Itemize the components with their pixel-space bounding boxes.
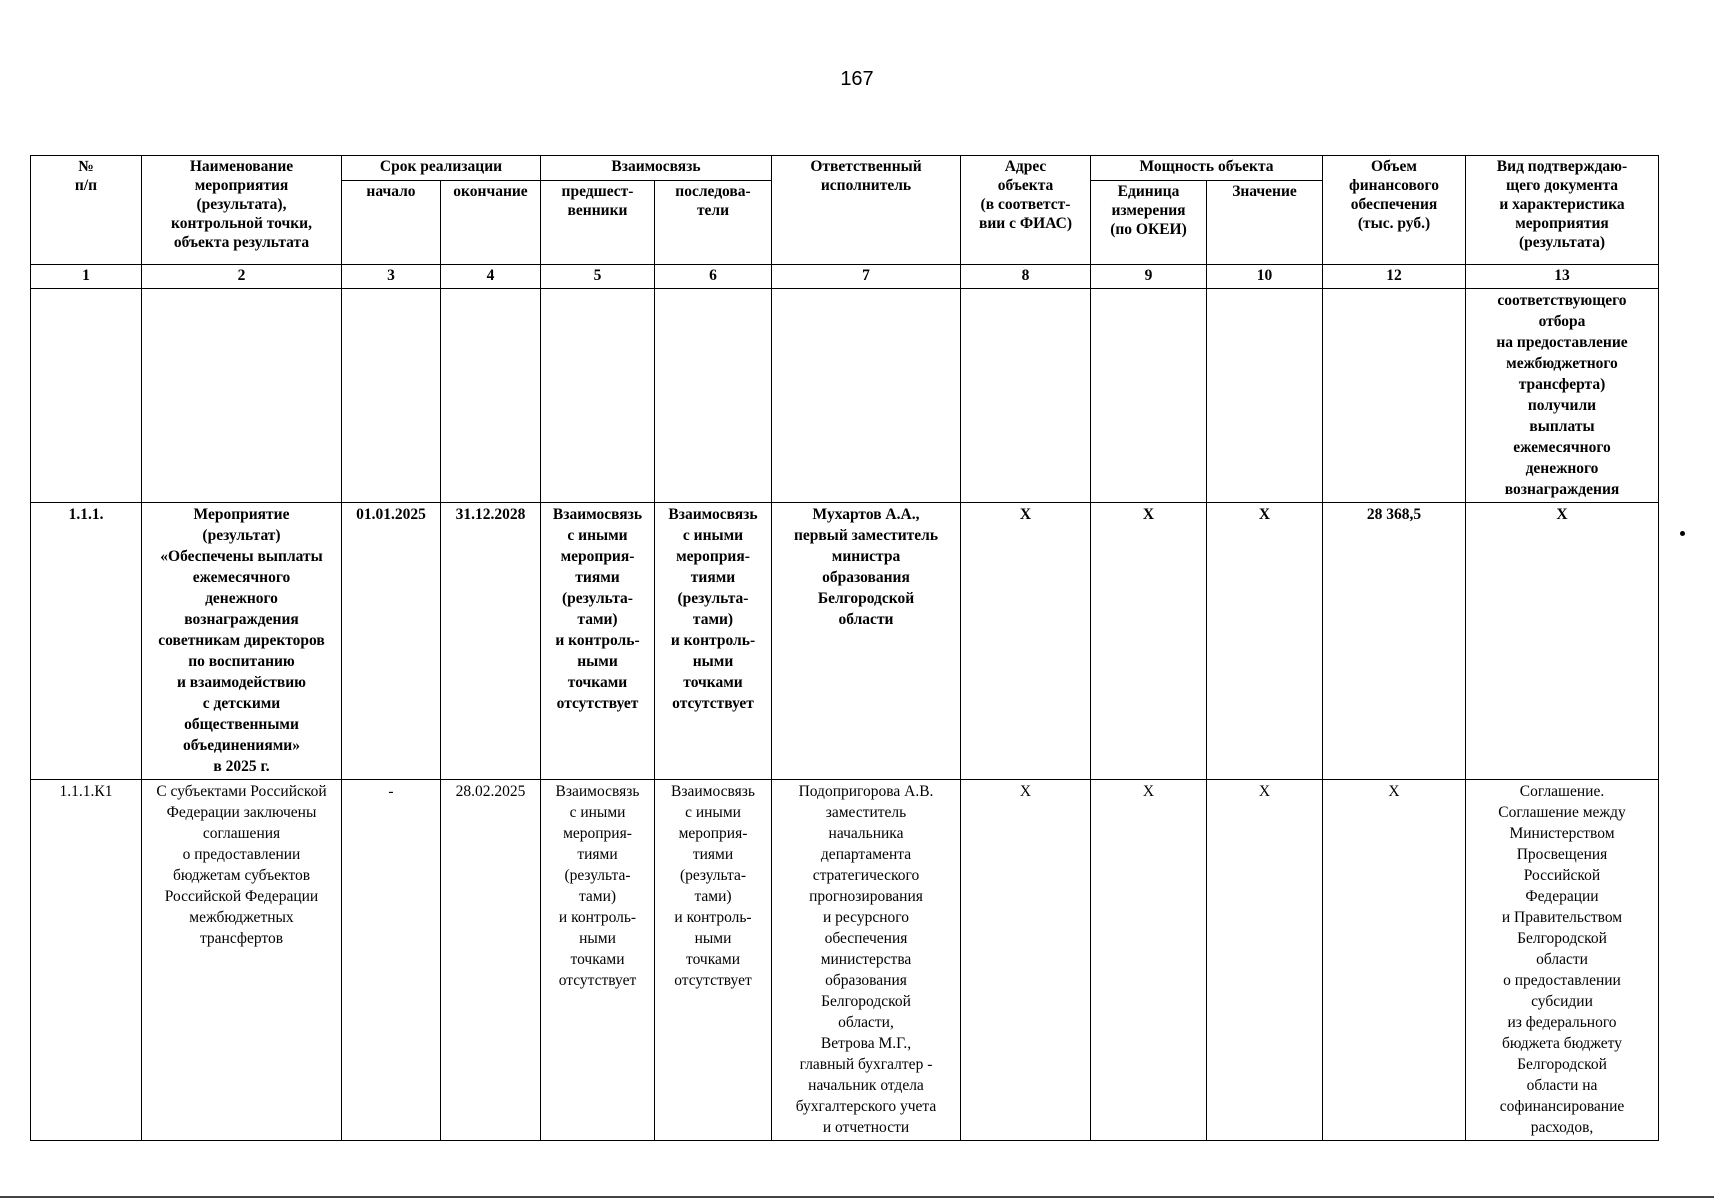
cell-finance (1323, 289, 1466, 503)
cell-finance: X (1323, 780, 1466, 1141)
cell-end: 28.02.2025 (441, 780, 541, 1141)
header-link-next: последова- тели (655, 181, 772, 265)
header-term-group: Срок реализации (342, 156, 541, 181)
header-row-group (31, 156, 1659, 181)
page-number: 167 (840, 68, 874, 90)
header-finance: Объем финансового обеспечения (тыс. руб.) (1323, 156, 1466, 265)
cell-value: X (1207, 503, 1323, 780)
column-number: 8 (961, 265, 1091, 289)
header-num: № п/п (31, 156, 142, 265)
plan-table (30, 155, 1659, 1141)
header-link-group: Взаимосвязь (541, 156, 772, 181)
cell-name: Мероприятие (результат) «Обеспечены выплаты ежемесячного денежного вознаграждения советникам директоров по воспитанию и взаимодействию с детскими общественными объединениями» в 2025 г. (142, 503, 342, 780)
cell-doc-type: X (1466, 503, 1659, 780)
column-number: 4 (441, 265, 541, 289)
cell-doc-type: соответствующего отбора на предоставление межбюджетного трансферта) получили выплаты ежемесячного денежного вознаграждения (1466, 289, 1659, 503)
cell-num (31, 289, 142, 503)
header-name: Наименование мероприятия (результата), контрольной точки, объекта результата (142, 156, 342, 265)
cell-num: 1.1.1.К1 (31, 780, 142, 1141)
bottom-scan-rule (0, 1196, 1714, 1201)
cell-executor: Мухартов А.А., первый заместитель министра образования Белгородской области (772, 503, 961, 780)
cell-prev (541, 289, 655, 503)
table-row-1-1-1 (31, 503, 1659, 780)
column-number: 13 (1466, 265, 1659, 289)
cell-value (1207, 289, 1323, 503)
cell-end (441, 289, 541, 503)
column-number: 10 (1207, 265, 1323, 289)
cell-unit (1091, 289, 1207, 503)
header-executor: Ответственный исполнитель (772, 156, 961, 265)
cell-name (142, 289, 342, 503)
header-link-prev: предшест- венники (541, 181, 655, 265)
column-number: 9 (1091, 265, 1207, 289)
header-unit: Единица измерения (по ОКЕИ) (1091, 181, 1207, 265)
header-address: Адрес объекта (в соответст- вии с ФИАС) (961, 156, 1091, 265)
header-capacity-group: Мощность объекта (1091, 156, 1323, 181)
cell-address: X (961, 780, 1091, 1141)
cell-address: X (961, 503, 1091, 780)
column-number: 7 (772, 265, 961, 289)
table-row-continuation (31, 289, 1659, 503)
column-number: 1 (31, 265, 142, 289)
cell-end: 31.12.2028 (441, 503, 541, 780)
cell-value: X (1207, 780, 1323, 1141)
column-number: 3 (342, 265, 441, 289)
column-number: 2 (142, 265, 342, 289)
cell-unit: X (1091, 780, 1207, 1141)
cell-unit: X (1091, 503, 1207, 780)
cell-finance: 28 368,5 (1323, 503, 1466, 780)
cell-prev: Взаимосвязь с иными мероприя- тиями (результа- тами) и контроль- ными точками отсутствует (541, 780, 655, 1141)
cell-start: 01.01.2025 (342, 503, 441, 780)
cell-num: 1.1.1. (31, 503, 142, 780)
column-number: 6 (655, 265, 772, 289)
column-number-row (31, 265, 1659, 289)
header-doc-type: Вид подтверждаю- щего документа и характеристика мероприятия (результата) (1466, 156, 1659, 265)
cell-prev: Взаимосвязь с иными мероприя- тиями (результа- тами) и контроль- ными точками отсутствует (541, 503, 655, 780)
cell-address (961, 289, 1091, 503)
cell-next: Взаимосвязь с иными мероприя- тиями (результа- тами) и контроль- ными точками отсутствует (655, 503, 772, 780)
scan-dot (1680, 531, 1685, 536)
header-term-start: начало (342, 181, 441, 265)
cell-start: - (342, 780, 441, 1141)
header-term-end: окончание (441, 181, 541, 265)
cell-doc-type: Соглашение. Соглашение между Министерством Просвещения Российской Федерации и Правительством Белгородской области о предоставлении субсидии из федерального бюджета бюджету Белгородской области на софинансирование расходов, (1466, 780, 1659, 1141)
cell-next: Взаимосвязь с иными мероприя- тиями (результа- тами) и контроль- ными точками отсутствует (655, 780, 772, 1141)
cell-next (655, 289, 772, 503)
column-number: 12 (1323, 265, 1466, 289)
cell-name: С субъектами Российской Федерации заключены соглашения о предоставлении бюджетам субъектов Российской Федерации межбюджетных трансфертов (142, 780, 342, 1141)
column-number: 5 (541, 265, 655, 289)
table-row-1-1-1-k1 (31, 780, 1659, 1141)
cell-executor: Подопригорова А.В. заместитель начальника департамента стратегического прогнозирования и ресурсного обеспечения министерства образования Белгородской области, Ветрова М.Г., главный бухгалтер - начальник отдела бухгалтерского учета и отчетности (772, 780, 961, 1141)
header-value: Значение (1207, 181, 1323, 265)
cell-start (342, 289, 441, 503)
cell-executor (772, 289, 961, 503)
